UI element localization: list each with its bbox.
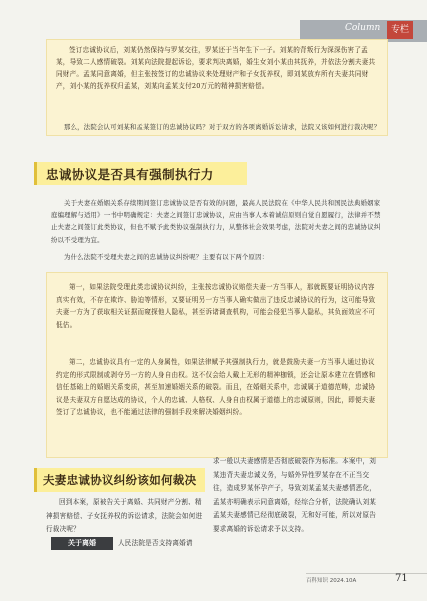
reasons-intro-paragraph: 为什么法院不受理夫妻之间的忠诚协议纠纷呢？主要有以下两个原因： bbox=[64, 253, 269, 261]
section-heading-1-text: 忠诚协议是否具有强制执行力 bbox=[46, 167, 214, 182]
section-heading-2-text: 夫妻忠诚协议纠纷该如何裁决 bbox=[43, 473, 197, 487]
section-heading-2 bbox=[34, 468, 205, 492]
case-return-paragraph: 回到本案，原被告关于离婚、共同财产分割、精神损害赔偿、子女抚养权的诉讼请求，法院会如何进行裁决呢？ bbox=[46, 498, 203, 533]
column-badge: 专栏 bbox=[387, 21, 413, 39]
divorce-paragraph-start: 人民法院是否支持离婚请 bbox=[118, 539, 193, 547]
legal-basis-paragraph: 关于夫妻在婚姻关系存续期间签订忠诚协议是否有效的问题，最高人民法院在《中华人民共和国民法典婚姻家庭编理解与适用》一书中明确规定：夫妻之间签订忠诚协议，应由当事人本着诚信原则自觉自愿履行，法律并不禁止夫妻之间签订此类协议，但也不赋予此类协议强制执行力，从整体社会效果考虑，法院对夫妻之间的忠诚协议纠纷以不受理为宜。 bbox=[51, 199, 381, 244]
subheading-divorce-label: 关于离婚 bbox=[51, 537, 113, 550]
footer-divider bbox=[306, 573, 427, 574]
question-paragraph: 那么，法院会认可刘某和孟某签订的忠诚协议吗？对于双方的各项离婚诉讼请求，法院又该如何进行裁决呢？ bbox=[64, 123, 381, 131]
reason-1: 第一，如果法院受理此类忠诚协议纠纷，主张按忠诚协议赔偿夫妻一方当事人，那就既要证明协议内容真实有效，不存在欺诈、胁迫等情形，又要证明另一方当事人确实做出了违反忠诚协议的行为，这可能导致夫妻一方为了获取相关证据而窥探他人隐私，甚至诉诸调查机构，可能会侵犯当事人隐私，其负面效应不可低估。 bbox=[56, 283, 376, 329]
divorce-ruling-paragraph: 求一般以夫妻感情是否彻底破裂作为标准。本案中，刘某违背夫妻忠诚义务，与婚外异性罗某存在不正当交往，造成罗某怀孕产子，导致刘某孟某夫妻感情恶化，孟某亦明确表示同意离婚，经综合分析，法院确认刘某孟某夫妻感情已经彻底破裂，无和好可能，所以对原告要求离婚的诉讼请求予以支持。 bbox=[213, 457, 377, 533]
footer-issue: 百科知识 2024.10A bbox=[306, 578, 357, 584]
page-number: 71 bbox=[395, 573, 408, 584]
reason-2: 第二，忠诚协议具有一定的人身属性，如果法律赋予其强制执行力，就是鼓励夫妻一方当事人通过协议约定的形式限制或剥夺另一方的人身自由权。这不仅会给人戴上无形的精神枷锁，还会让原本建立在情感和信任基础上的婚姻关系变质，甚至加速婚姻关系的破裂。而且，在婚姻关系中，忠诚属于道德范畴，忠诚协议是夫妻双方自愿达成的协议，个人的忠诚、人格权、人身自由权属于道德上的忠诚原则，因此，即便夫妻签订了忠诚协议，也不能通过法律的强制手段来解决婚姻纠纷。 bbox=[56, 358, 376, 416]
case-description: 签订忠诚协议后，刘某仍然保持与罗某交往，罗某还于当年生下一子。刘某的背叛行为深深伤害了孟某，导致二人感情破裂。刘某向法院提起诉讼，要求判决离婚，婚生女刘小某由其抚养，并依法分割夫妻共同财产。孟某同意离婚，但主张按签订的忠诚协议来处理财产和子女抚养权，即刘某放弃所有夫妻共同财产，刘小某的抚养权归孟某，刘某向孟某支付20万元的精神损害赔偿。 bbox=[56, 46, 376, 91]
column-label: Column bbox=[345, 23, 381, 33]
section-heading-1 bbox=[34, 162, 247, 185]
